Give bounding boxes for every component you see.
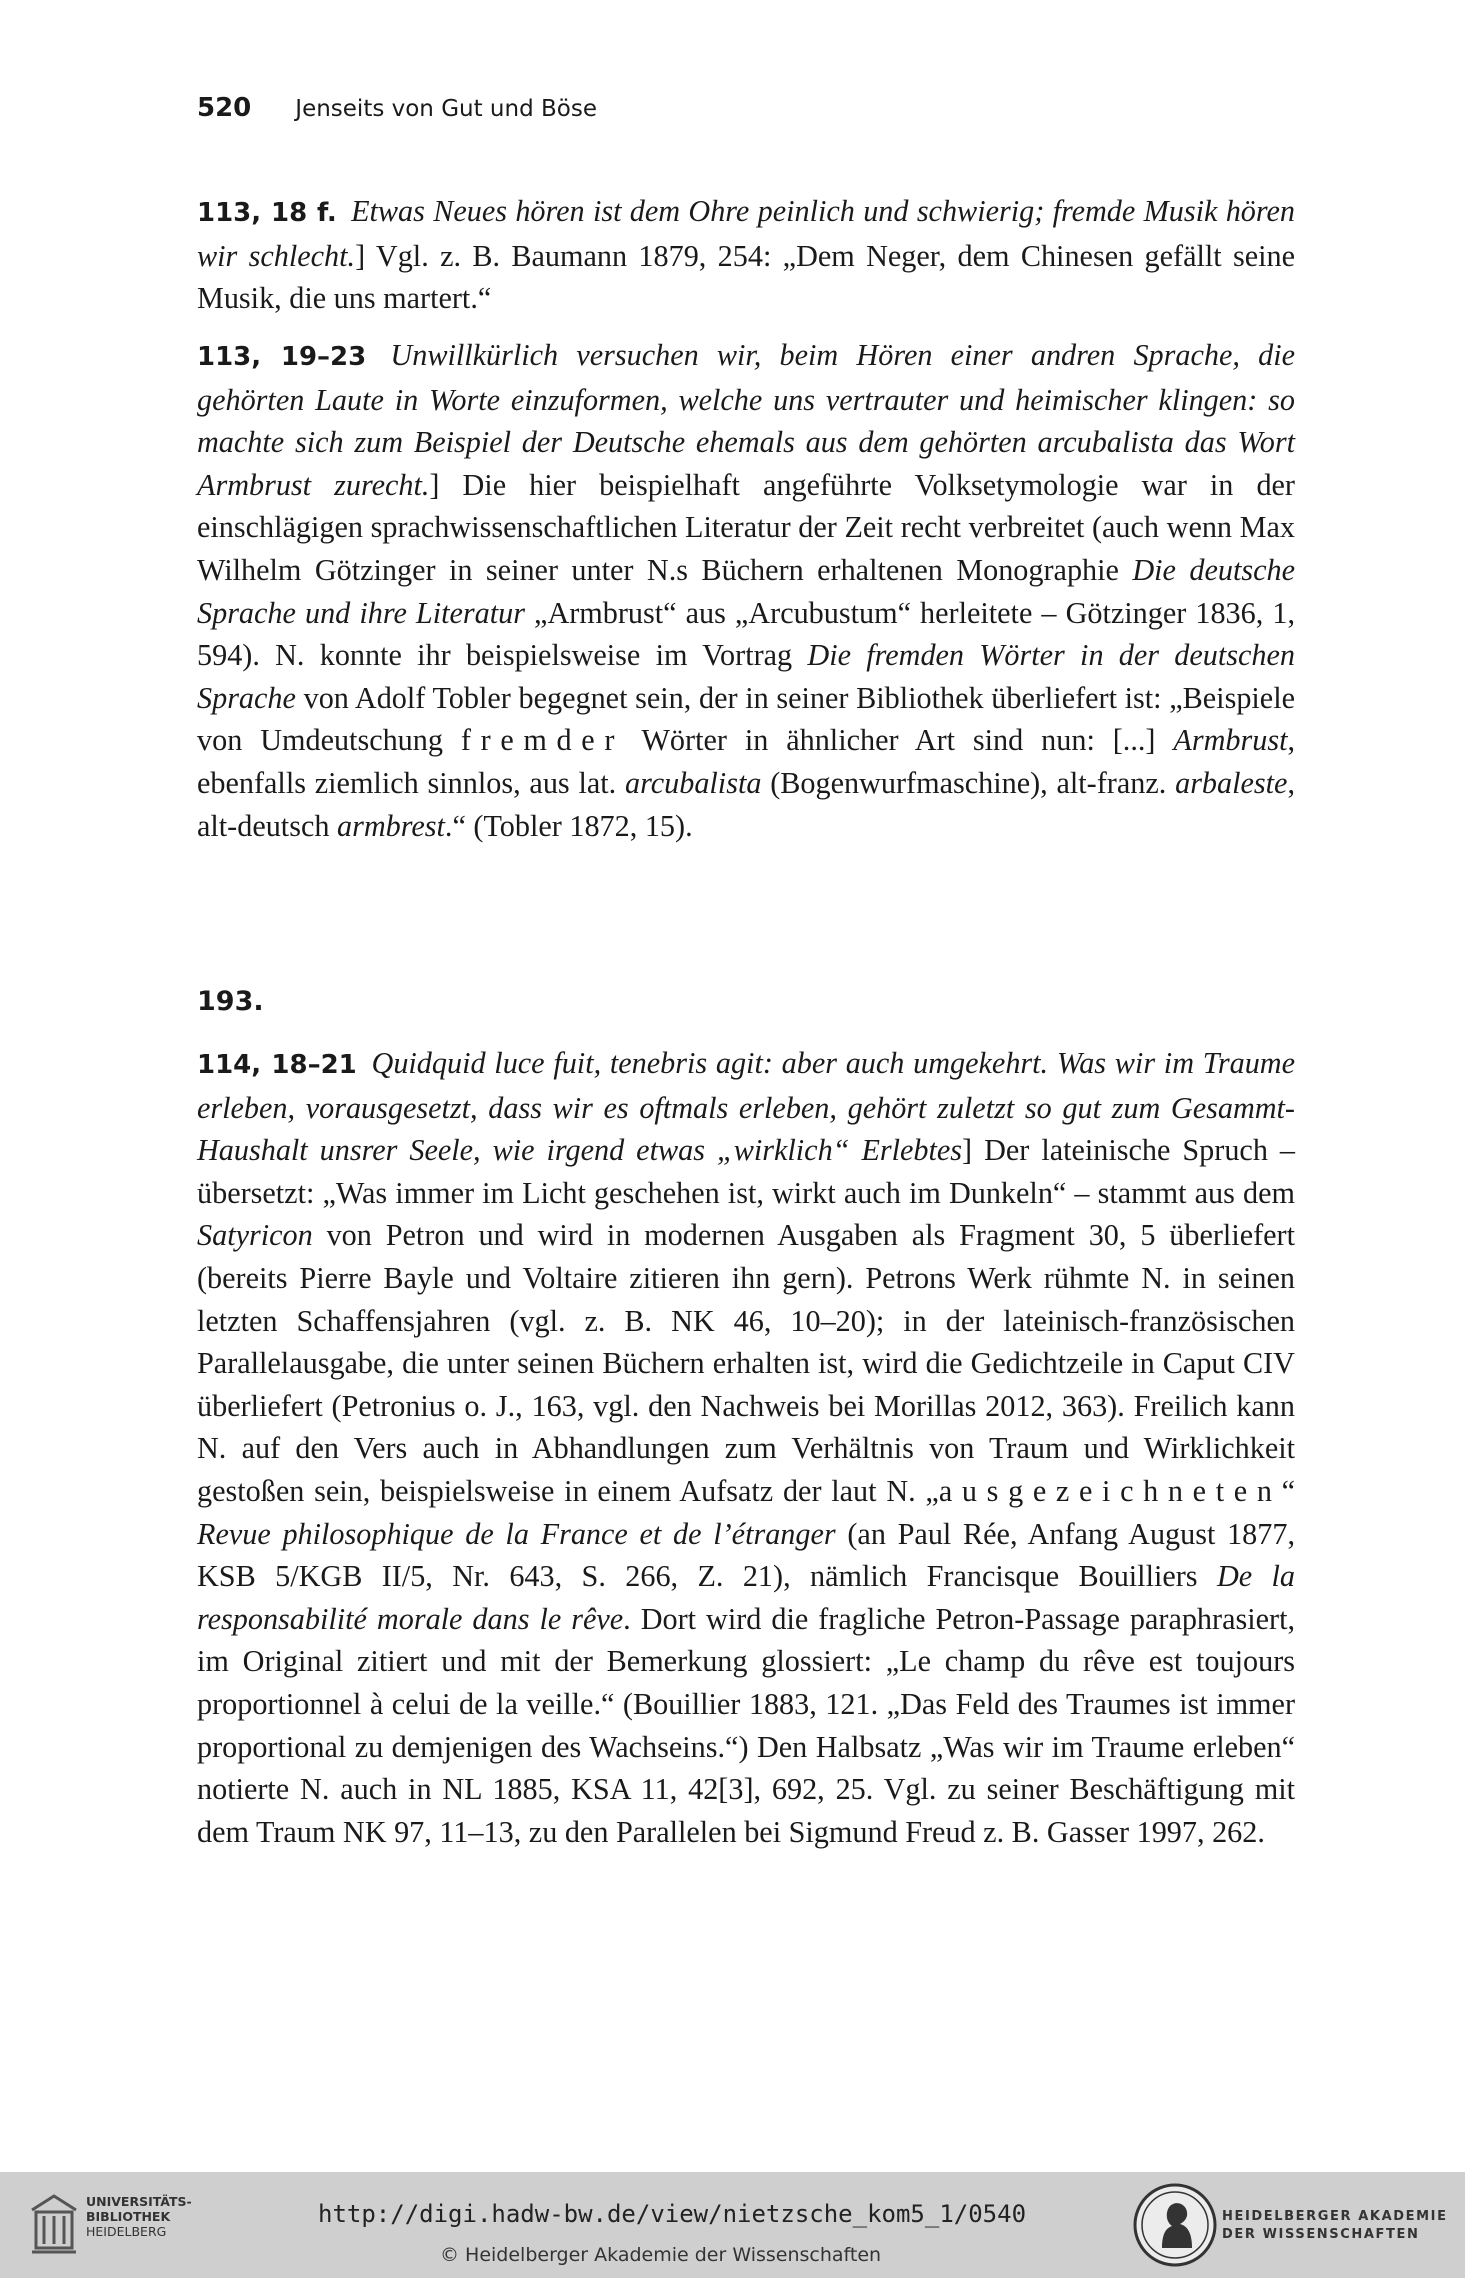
italic-word: armbrest <box>337 808 445 843</box>
academy-seal-icon <box>1132 2182 1218 2268</box>
commentary-text: Wörter in ähnlicher Art sind nun: [...] <box>624 723 1174 758</box>
commentary-text: ] Der lateinische Spruch – übersetzt: „Was immer im Licht geschehen ist, wirkt auch im Dunkeln“ – stammt aus dem <box>197 1133 1295 1210</box>
lemma: Quidquid luce fuit, tenebris agit: aber auch umgekehrt. Was wir im Traume erleben, vorausgesetzt, dass wir es oftmals erleben, gehört zuletzt so gut zum Gesammt-Haushalt unsrer Seele, wie irgend etwas „wirklich“ Erlebtes <box>197 1046 1295 1168</box>
running-title: Jenseits von Gut und Böse <box>295 96 597 122</box>
italic-word: Armbrust <box>1173 723 1288 758</box>
line-reference: 113, 19–23 <box>197 342 367 372</box>
italic-word: arcubalista <box>625 765 762 800</box>
book-title: Die fremden Wörter in der deutschen Sprache <box>197 638 1295 715</box>
library-name <box>86 2194 192 2239</box>
footer-bar <box>0 2172 1465 2278</box>
commentary-text: “ <box>1281 1473 1295 1508</box>
commentary-text: , alt-deutsch <box>197 765 1295 843</box>
library-name-line: HEIDELBERG <box>86 2224 167 2239</box>
book-title: De la responsabilité morale dans le rêve <box>197 1559 1295 1636</box>
academy-name-line: DER WISSENSCHAFTEN <box>1222 2227 1420 2242</box>
lemma: Etwas Neues hören ist dem Ohre peinlich und schwierig; fremde Musik hören wir schlecht. <box>197 194 1296 273</box>
commentary-entry <box>197 1042 1295 1853</box>
italic-word: arbaleste <box>1175 765 1288 800</box>
running-head <box>197 88 597 129</box>
commentary-text: (an Paul Rée, Anfang August 1877, KSB 5/KGB II/5, Nr. 643, S. 266, Z. 21), nämlich Francisque Bouilliers <box>197 1516 1295 1594</box>
commentary-text: von Adolf Tobler begegnet sein, der in seiner Bibliothek überliefert ist: „Beispiele von Umdeutschung <box>197 680 1295 758</box>
book-title: Satyricon <box>197 1218 313 1253</box>
commentary-text: ] Vgl. z. B. Baumann 1879, 254: „Dem Neger, dem Chinesen gefällt seine Musik, die uns martert.“ <box>197 238 1295 316</box>
commentary-text: (Bogenwurfmaschine), alt-franz. <box>761 765 1176 800</box>
journal-title: Revue philosophique de la France et de l’étranger <box>197 1516 836 1551</box>
spaced-word: fremder <box>460 723 625 758</box>
academy-name-line: HEIDELBERGER AKADEMIE <box>1222 2209 1448 2224</box>
commentary-text: „Armbrust“ aus „Arcubustum“ herleitete – Götzinger 1836, 1, 594). N. konnte ihr beispielsweise im Vortrag <box>197 595 1295 673</box>
copyright-notice: © Heidelberger Akademie der Wissenschaften <box>440 2244 882 2266</box>
page-number: 520 <box>197 93 252 123</box>
commentary-entry <box>197 190 1295 320</box>
academy-name <box>1222 2208 1448 2244</box>
library-name-line: UNIVERSITÄTS- <box>86 2194 192 2209</box>
section-number: 193. <box>197 986 264 1017</box>
book-title: Die deutsche Sprache und ihre Literatur <box>197 552 1295 630</box>
spaced-word: ausgezeichneten <box>938 1473 1282 1508</box>
lemma: Unwillkürlich versuchen wir, beim Hören einer andren Sprache, die gehörten Laute in Worte einzuformen, welche uns vertrauter und heimischer klingen: so machte sich zum Beispiel der Deutsche ehemals aus dem gehörten arcubalista das Wort Armbrust zurecht. <box>197 338 1295 502</box>
commentary-entry <box>197 334 1295 847</box>
commentary-text: von Petron und wird in modernen Ausgaben als Fragment 30, 5 überliefert (bereits Pierre Bayle und Voltaire zitieren ihn gern). Petrons Werk rühmte N. in seinen letzten Schaffensjahren (vgl. z. B. NK 46, 10–20); in der lateinisch-französischen Parallelausgabe, die unter seinen Büchern erhalten ist, wird die Gedichtzeile in Caput CIV überliefert (Petronius o. J., 163, vgl. den Nachweis bei Morillas 2012, 363). Freilich kann N. auf den Vers auch in Abhandlungen zum Verhältnis von Traum und Wirklichkeit gestoßen sein, beispielsweise in einem Aufsatz der laut N. „ <box>197 1218 1295 1508</box>
commentary-text: , ebenfalls ziemlich sinnlos, aus lat. <box>197 723 1296 800</box>
library-logo-icon <box>26 2188 82 2258</box>
commentary-text: ] Die hier beispielhaft angeführte Volksetymologie war in der einschlägigen sprachwissenschaftlichen Literatur der Zeit recht verbreitet (auch wenn Max Wilhelm Götzinger in seiner unter N.s Büchern erhaltenen Monographie <box>197 467 1295 587</box>
permalink-url[interactable]: http://digi.hadw-bw.de/view/nietzsche_kom5_1/0540 <box>318 2200 1027 2228</box>
commentary-text: .“ (Tobler 1872, 15). <box>444 808 693 843</box>
library-name-line: BIBLIOTHEK <box>86 2209 171 2224</box>
line-reference: 114, 18–21 <box>197 1050 357 1080</box>
line-reference: 113, 18 f. <box>197 198 337 228</box>
commentary-text: . Dort wird die fragliche Petron-Passage paraphrasiert, im Original zitiert und mit der Bemerkung glossiert: „Le champ du rêve est toujours proportionnel à celui de la veille.“ (Bouillier 1883, 121. „Das Feld des Traumes ist immer proportional zu demjenigen des Wachseins.“) Den Halbsatz „Was wir im Traume erleben“ notierte N. auch in NL 1885, KSA 11, 42[3], 692, 25. Vgl. zu seiner Beschäftigung mit dem Traum NK 97, 11–13, zu den Parallelen bei Sigmund Freud z. B. Gasser 1997, 262. <box>197 1601 1295 1849</box>
